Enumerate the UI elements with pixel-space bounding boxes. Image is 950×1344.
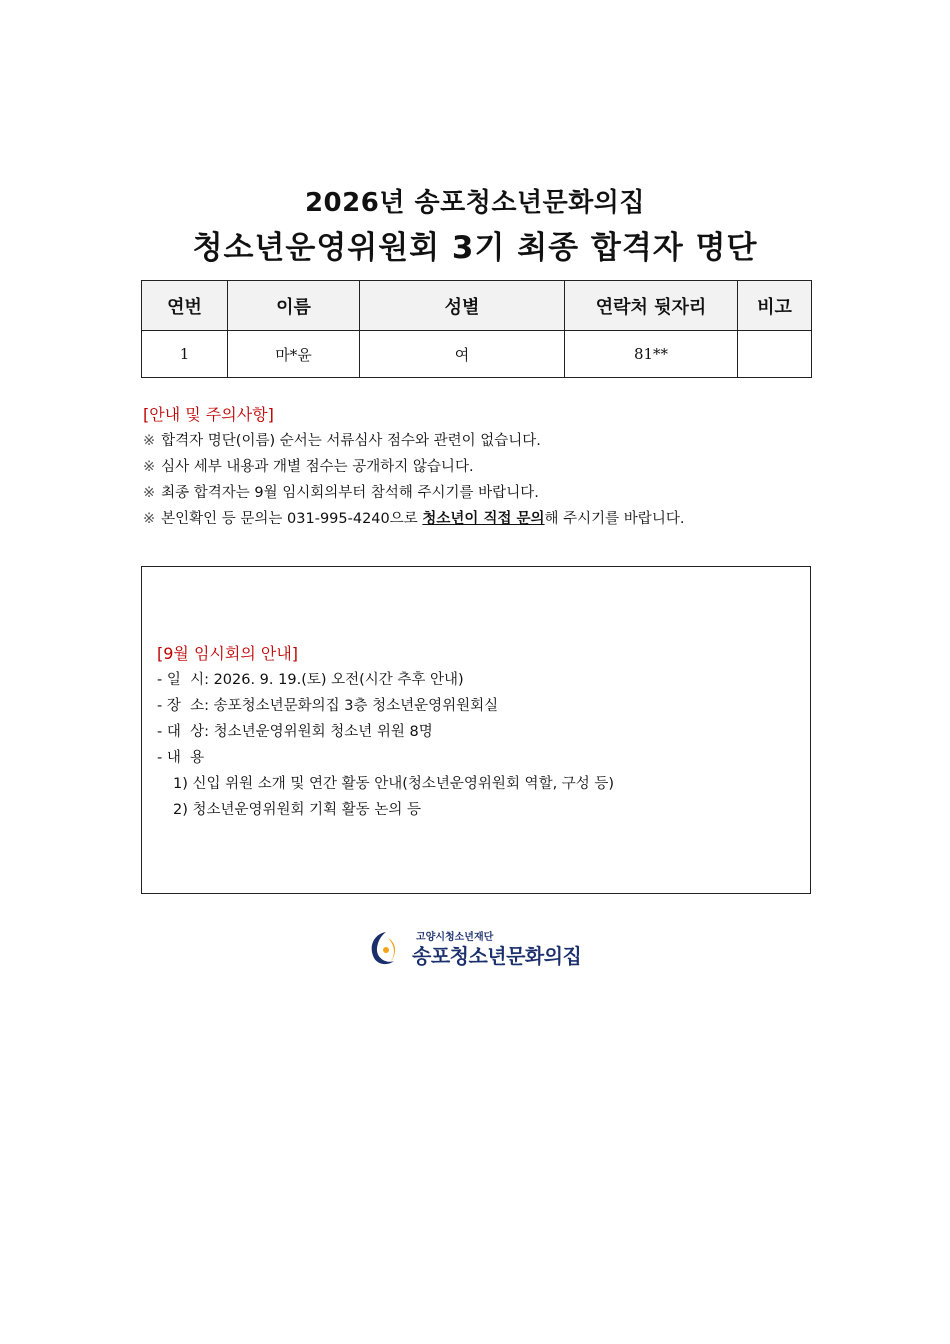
column-header-gender: 성별 [360, 281, 565, 331]
notice-section [143, 402, 823, 532]
logo-small-text: 고양시청소년재단 [416, 932, 494, 943]
notice-item [143, 480, 823, 506]
reference-mark-icon: ※ [143, 433, 156, 449]
notice-item [143, 454, 823, 480]
cell-gender: 여 [360, 331, 565, 378]
column-header-remarks: 비고 [738, 281, 812, 331]
notice-item [143, 506, 823, 532]
logo-mark-icon [366, 928, 406, 968]
cell-number: 1 [142, 331, 228, 378]
organization-logo [366, 926, 596, 968]
reference-mark-icon: ※ [143, 459, 156, 475]
meeting-line: - 내 용 [157, 750, 205, 766]
document-subtitle: 2026년 송포청소년문화의집 [304, 188, 646, 218]
meeting-sub-line: 2) 청소년운영위원회 기획 활동 논의 등 [173, 802, 422, 818]
table-header-row [142, 281, 812, 331]
meeting-info [157, 641, 797, 823]
meeting-line: - 대 상: 청소년운영위원회 청소년 위원 8명 [157, 724, 433, 740]
cell-phone-suffix: 81** [565, 331, 738, 378]
column-header-number: 연번 [142, 281, 228, 331]
notice-emphasis: 청소년이 직접 문의 [422, 511, 545, 527]
meeting-line: - 일 시: 2026. 9. 19.(토) 오전(시간 추후 안내) [157, 672, 464, 688]
notice-item [143, 428, 823, 454]
notice-item-text: 본인확인 등 문의는 031-995-4240으로 [161, 511, 423, 527]
meeting-sub-line: 1) 신입 위원 소개 및 연간 활동 안내(청소년운영위원회 역할, 구성 등) [173, 776, 615, 792]
notice-item-text: 최종 합격자는 9월 임시회의부터 참석해 주시기를 바랍니다. [161, 485, 539, 501]
notice-item-text: 해 주시기를 바랍니다. [544, 511, 685, 527]
reference-mark-icon: ※ [143, 485, 156, 501]
document-title: 청소년운영위원회 3기 최종 합격자 명단 [192, 230, 758, 266]
table-row [142, 331, 812, 378]
roster-table [141, 280, 812, 378]
notice-item-text: 심사 세부 내용과 개별 점수는 공개하지 않습니다. [161, 459, 474, 475]
cell-name: 마*윤 [228, 331, 360, 378]
reference-mark-icon: ※ [143, 511, 156, 527]
column-header-name: 이름 [228, 281, 360, 331]
logo-name-text: 송포청소년문화의집 [412, 944, 582, 968]
column-header-phone-suffix: 연락처 뒷자리 [565, 281, 738, 331]
meeting-heading: [9월 임시회의 안내] [157, 644, 299, 663]
meeting-info-box [141, 566, 811, 894]
notice-heading: [안내 및 주의사항] [143, 405, 274, 424]
notice-item-text: 합격자 명단(이름) 순서는 서류심사 점수와 관련이 없습니다. [161, 433, 541, 449]
meeting-line: - 장 소: 송포청소년문화의집 3층 청소년운영위원회실 [157, 698, 499, 714]
cell-remarks [738, 331, 812, 378]
